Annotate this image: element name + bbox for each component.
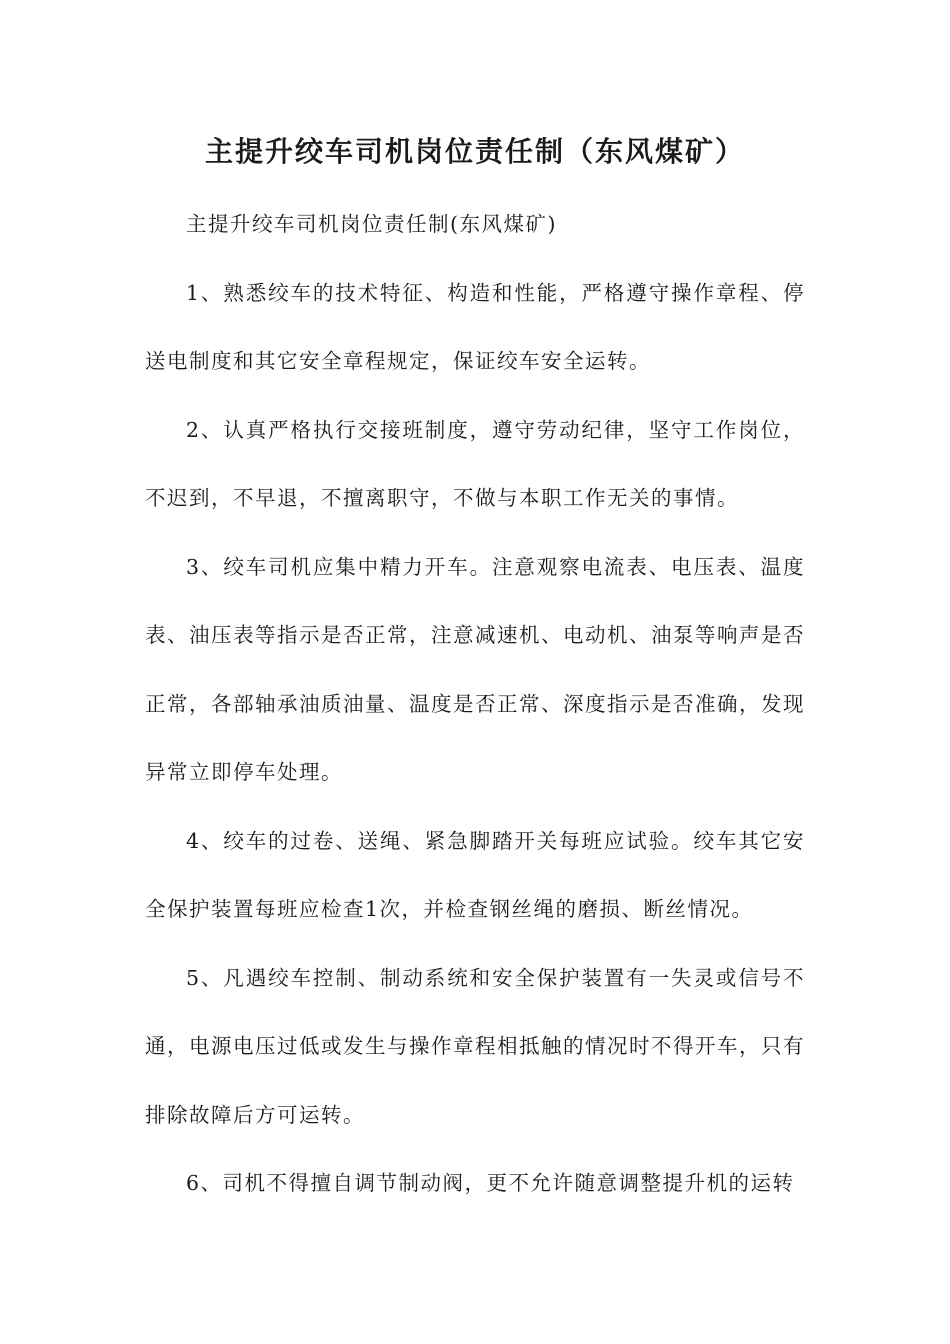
- paragraph-5: 5、凡遇绞车控制、制动系统和安全保护装置有一失灵或信号不通，电源电压过低或发生与操作章程相抵触的情况时不得开车，只有排除故障后方可运转。: [145, 965, 805, 1127]
- subtitle-paragraph: 主提升绞车司机岗位责任制(东风煤矿): [186, 212, 557, 236]
- document-title: 主提升绞车司机岗位责任制（东风煤矿）: [204, 135, 745, 168]
- paragraph-3: 3、绞车司机应集中精力开车。注意观察电流表、电压表、温度表、油压表等指示是否正常，注意减速机、电动机、油泵等响声是否正常，各部轴承油质油量、温度是否正常、深度指示是否准确，发现异常立即停车处理。: [145, 554, 805, 784]
- paragraph-6: 6、司机不得擅自调节制动阀，更不允许随意调整提升机的运转: [186, 1171, 795, 1195]
- paragraph-1: 1、熟悉绞车的技术特征、构造和性能，严格遵守操作章程、停送电制度和其它安全章程规定，保证绞车安全运转。: [145, 280, 805, 373]
- paragraph-4: 4、绞车的过卷、送绳、紧急脚踏开关每班应试验。绞车其它安全保护装置每班应检查1次，并检查钢丝绳的磨损、断丝情况。: [145, 828, 805, 921]
- document-body: [145, 190, 805, 1218]
- paragraph-2: 2、认真严格执行交接班制度，遵守劳动纪律，坚守工作岗位，不迟到，不早退，不擅离职守，不做与本职工作无关的事情。: [145, 417, 805, 510]
